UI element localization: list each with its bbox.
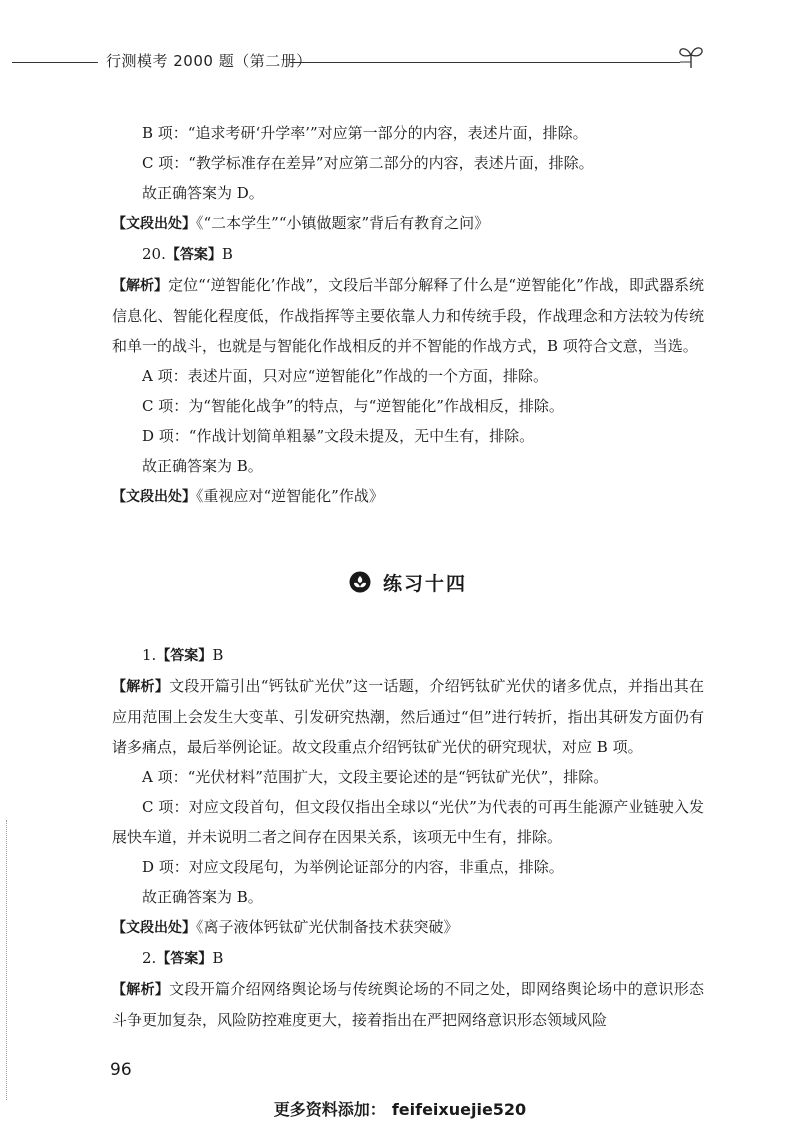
source-tag: 【文段出处】 bbox=[112, 920, 196, 936]
answer-line bbox=[112, 239, 704, 270]
body-paragraph: D 项：“作战计划简单粗暴”文段未提及，无中生有，排除。 bbox=[142, 427, 535, 445]
body-paragraph: 故正确答案为 B。 bbox=[142, 457, 263, 475]
paragraph-text: 文段开篇介绍网络舆论场与传统舆论场的不同之处，即网络舆论场中的意识形态斗争更加复杂，风险防控难度更大，接着指出在严把网络意识形态领域风险 bbox=[112, 980, 704, 1029]
answer-tag: 【答案】 bbox=[156, 951, 213, 967]
source-tag: 【文段出处】 bbox=[112, 216, 196, 232]
answer-value: B bbox=[212, 949, 224, 967]
page-body bbox=[112, 118, 704, 1035]
flower-badge-icon bbox=[349, 571, 371, 593]
header-rule-right bbox=[290, 62, 680, 63]
section-heading bbox=[112, 532, 704, 632]
section-title: 练习十四 bbox=[382, 572, 467, 595]
body-paragraph: C 项：“教学标准存在差异”对应第二部分的内容，表述片面，排除。 bbox=[142, 154, 594, 172]
binding-edge-marks bbox=[6, 820, 9, 1100]
paragraph-text: 定位“‘逆智能化’作战”，文段后半部分解释了什么是“逆智能化”作战，即武器系统信息化、智能化程度低，作战指挥等主要依靠人力和传统手段，作战理念和方法较为传统和单一的战斗，也就是与智能化作战相反的并不智能的作战方式，B 项符合文意，当选。 bbox=[112, 276, 704, 355]
paragraph-text: 《“二本学生”“小镇做题家”背后有教育之问》 bbox=[196, 214, 490, 232]
body-paragraph: A 项：“光伏材料”范围扩大，文段主要论述的是“钙钛矿光伏”，排除。 bbox=[142, 768, 609, 786]
source-tag: 【文段出处】 bbox=[112, 489, 196, 505]
paragraph-text: 《离子液体钙钛矿光伏制备技术获突破》 bbox=[196, 918, 459, 936]
footer-contact: feifeixuejie520 bbox=[391, 1100, 527, 1119]
analysis-tag: 【解析】 bbox=[112, 679, 170, 695]
source-line bbox=[112, 208, 704, 239]
body-paragraph: C 项：为“智能化战争”的特点，与“逆智能化”作战相反，排除。 bbox=[142, 397, 564, 415]
paragraph-text: 文段开篇引出“钙钛矿光伏”这一话题，介绍钙钛矿光伏的诸多优点，并指出其在应用范围上会发生大变革、引发研究热潮，然后通过“但”进行转折，指出其研发方面仍有诸多痛点，最后举例论证。故文段重点介绍钙钛矿光伏的研究现状，对应 B 项。 bbox=[112, 677, 704, 756]
analysis-paragraph bbox=[112, 974, 704, 1035]
answer-tag: 【答案】 bbox=[165, 247, 222, 263]
sprout-icon bbox=[676, 40, 706, 70]
footer-label: 更多资料添加： bbox=[273, 1100, 386, 1119]
body-paragraph: C 项：对应文段首句，但文段仅指出全球以“光伏”为代表的可再生能源产业链驶入发展快车道，并未说明二者之间存在因果关系，该项无中生有，排除。 bbox=[112, 798, 704, 846]
source-line bbox=[112, 481, 704, 512]
page-number: 96 bbox=[110, 1060, 132, 1080]
question-number: 20. bbox=[142, 245, 166, 263]
footer-note bbox=[0, 1097, 800, 1120]
answer-tag: 【答案】 bbox=[156, 648, 213, 664]
body-paragraph: 故正确答案为 B。 bbox=[142, 888, 263, 906]
question-number: 2. bbox=[142, 949, 157, 967]
answer-line bbox=[112, 640, 704, 671]
body-paragraph: A 项：表述片面，只对应“逆智能化”作战的一个方面，排除。 bbox=[142, 367, 548, 385]
answer-value: B bbox=[212, 646, 224, 664]
header-title: 行测模考 2000 题（第二册） bbox=[106, 52, 312, 70]
page-header bbox=[0, 40, 800, 76]
body-paragraph: 故正确答案为 D。 bbox=[142, 184, 264, 202]
analysis-paragraph bbox=[112, 671, 704, 762]
answer-line bbox=[112, 943, 704, 974]
analysis-paragraph bbox=[112, 270, 704, 361]
body-paragraph: B 项：“追求考研‘升学率’”对应第一部分的内容，表述片面，排除。 bbox=[142, 124, 588, 142]
question-number: 1. bbox=[142, 646, 157, 664]
analysis-tag: 【解析】 bbox=[112, 278, 169, 294]
body-paragraph: D 项：对应文段尾句，为举例论证部分的内容，非重点，排除。 bbox=[142, 858, 564, 876]
analysis-tag: 【解析】 bbox=[112, 982, 170, 998]
paragraph-text: 《重视应对“逆智能化”作战》 bbox=[196, 487, 384, 505]
answer-value: B bbox=[221, 245, 233, 263]
source-line bbox=[112, 912, 704, 943]
header-rule-left bbox=[12, 62, 98, 63]
